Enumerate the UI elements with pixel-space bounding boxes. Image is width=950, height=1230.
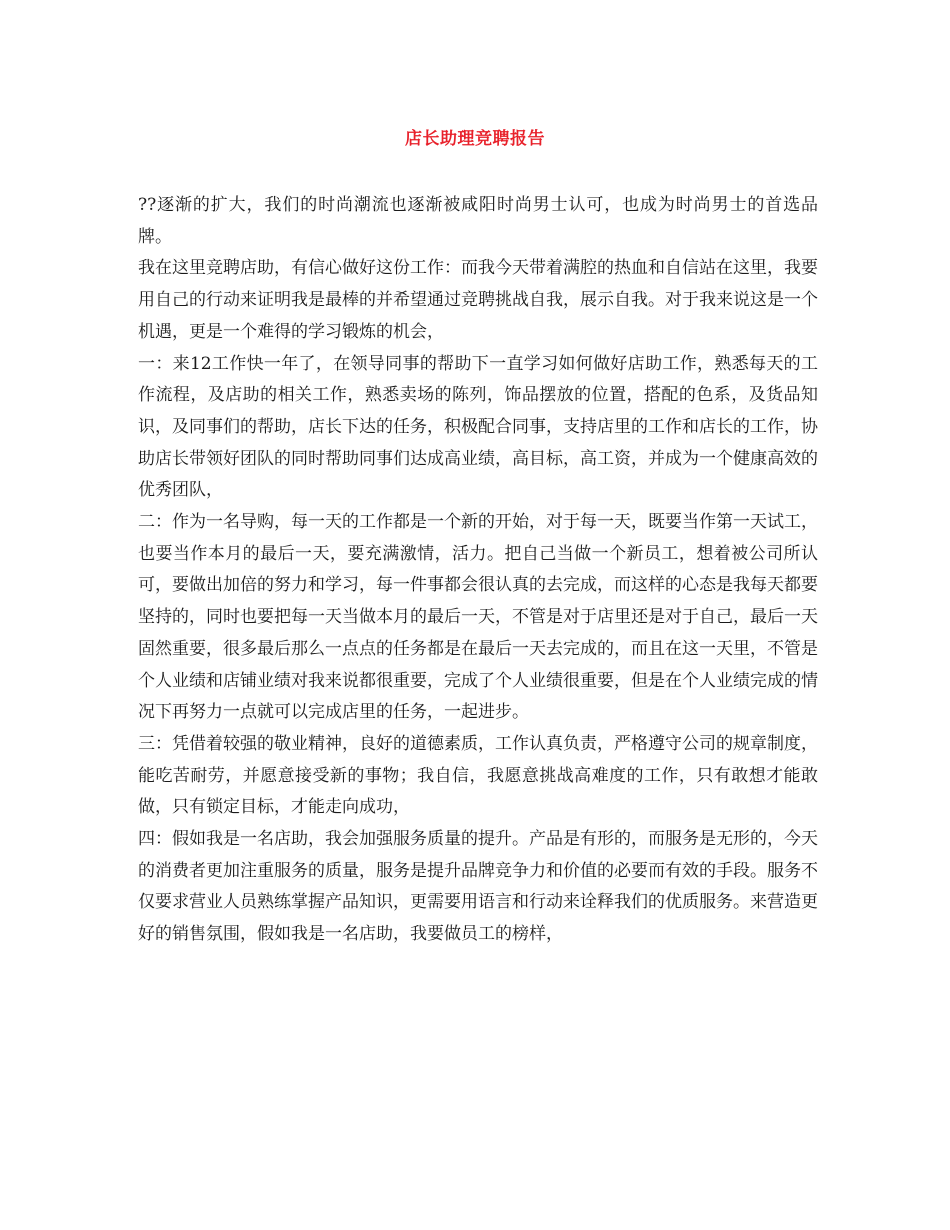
document-body bbox=[138, 190, 818, 951]
paragraph-statement: 我在这里竞聘店助，有信心做好这份工作：而我今天带着满腔的热血和自信站在这里，我要用自己的行动来证明我是最棒的并希望通过竞聘挑战自我，展示自我。对于我来说这是一个机遇，更是一个难得的学习锻炼的机会， bbox=[138, 258, 818, 342]
page-title: 店长助理竞聘报告 bbox=[405, 129, 545, 149]
paragraph-intro: ??逐渐的扩大，我们的时尚潮流也逐渐被咸阳时尚男士认可，也成为时尚男士的首选品牌。 bbox=[138, 195, 818, 247]
paragraph-point-one: 一：来12工作快一年了，在领导同事的帮助下一直学习如何做好店助工作，熟悉每天的工作流程，及店助的相关工作，熟悉卖场的陈列，饰品摆放的位置，搭配的色系，及货品知识，及同事们的帮助，店长下达的任务，积极配合同事，支持店里的工作和店长的工作，协助店长带领好团队的同时帮助同事们达成高业绩，高目标，高工资，并成为一个健康高效的优秀团队， bbox=[138, 353, 818, 501]
paragraph-point-four: 四：假如我是一名店助，我会加强服务质量的提升。产品是有形的，而服务是无形的，今天的消费者更加注重服务的质量，服务是提升品牌竞争力和价值的必要而有效的手段。服务不仅要求营业人员熟练掌握产品知识，更需要用语言和行动来诠释我们的优质服务。来营造更好的销售氛围，假如我是一名店助，我要做员工的榜样， bbox=[138, 829, 818, 945]
paragraph-point-two: 二：作为一名导购，每一天的工作都是一个新的开始，对于每一天，既要当作第一天试工，也要当作本月的最后一天，要充满激情，活力。把自己当做一个新员工，想着被公司所认可，要做出加倍的努力和学习，每一件事都会很认真的去完成，而这样的心态是我每天都要坚持的，同时也要把每一天当做本月的最后一天，不管是对于店里还是对于自己，最后一天固然重要，很多最后那么一点点的任务都是在最后一天去完成的，而且在这一天里，不管是个人业绩和店铺业绩对我来说都很重要，完成了个人业绩很重要，但是在个人业绩完成的情况下再努力一点就可以完成店里的任务，一起进步。 bbox=[138, 512, 818, 723]
paragraph-point-three: 三：凭借着较强的敬业精神，良好的道德素质，工作认真负责，严格遵守公司的规章制度，能吃苦耐劳，并愿意接受新的事物；我自信，我愿意挑战高难度的工作，只有敢想才能敢做，只有锁定目标，才能走向成功， bbox=[138, 733, 818, 818]
